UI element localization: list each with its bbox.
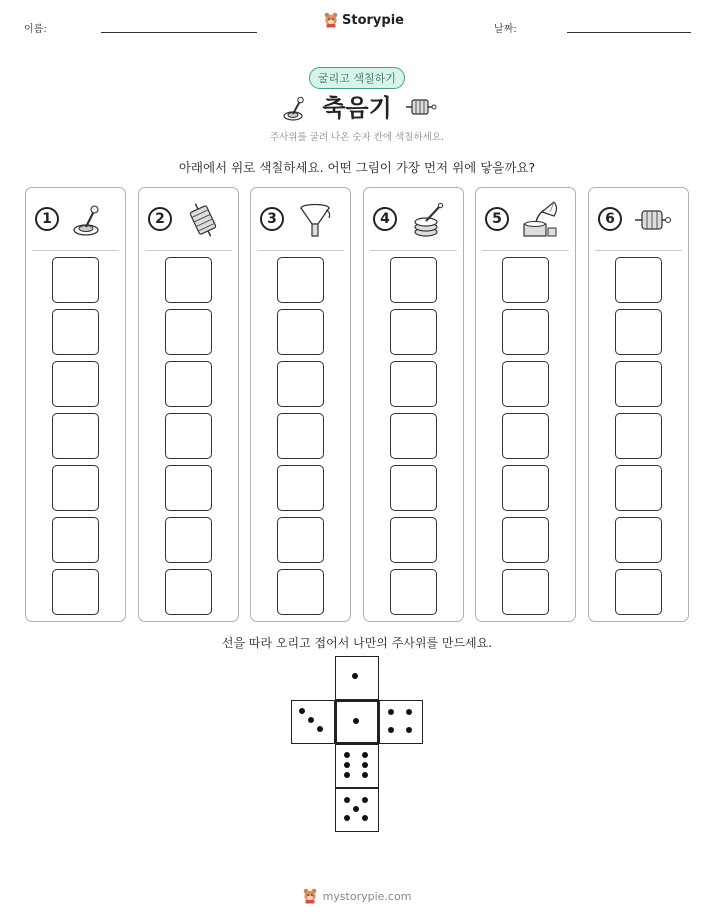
- die-pip: [362, 797, 368, 803]
- color-box[interactable]: [165, 309, 212, 355]
- cut-instruction: 선을 따라 오리고 접어서 나만의 주사위를 만드세요.: [221, 636, 493, 650]
- color-box[interactable]: [52, 569, 99, 615]
- die-pip: [344, 815, 350, 821]
- die-face-center: [335, 700, 379, 744]
- color-box[interactable]: [390, 569, 437, 615]
- die-pip: [406, 727, 412, 733]
- subtitle: 주사위를 굴려 나온 숫자 칸에 색칠하세요.: [269, 132, 445, 143]
- color-box[interactable]: [165, 257, 212, 303]
- number-circle: 5: [485, 207, 509, 231]
- bear-icon: [303, 888, 317, 904]
- gramophone-icon: [520, 200, 560, 240]
- die-pip: [406, 709, 412, 715]
- die-pip: [353, 806, 359, 812]
- color-box[interactable]: [502, 517, 549, 563]
- die-face-top: [335, 656, 379, 700]
- color-box[interactable]: [277, 517, 324, 563]
- column-1: [25, 187, 126, 622]
- bear-icon: [324, 12, 338, 28]
- color-box[interactable]: [390, 517, 437, 563]
- color-box[interactable]: [277, 569, 324, 615]
- color-box[interactable]: [277, 309, 324, 355]
- number-circle: 4: [373, 207, 397, 231]
- activity-badge: 굴리고 색칠하기: [309, 67, 405, 89]
- column-4: [363, 187, 464, 622]
- color-box[interactable]: [165, 413, 212, 459]
- logo-text: Storypie: [342, 12, 404, 28]
- instruction-text: 아래에서 위로 색칠하세요. 어떤 그림이 가장 먼저 위에 닿을까요?: [178, 160, 536, 175]
- footer: [0, 888, 714, 904]
- record-stack-icon: [408, 200, 448, 240]
- number-circle: 6: [598, 207, 622, 231]
- die-pip: [353, 718, 359, 724]
- die-face-right: [379, 700, 423, 744]
- color-box[interactable]: [165, 465, 212, 511]
- color-box[interactable]: [502, 361, 549, 407]
- color-box[interactable]: [615, 361, 662, 407]
- die-pip: [362, 815, 368, 821]
- color-box[interactable]: [52, 413, 99, 459]
- name-label: 이름:: [24, 24, 47, 35]
- spool-icon: [183, 200, 223, 240]
- color-box[interactable]: [277, 413, 324, 459]
- color-box[interactable]: [277, 465, 324, 511]
- color-box[interactable]: [390, 257, 437, 303]
- number-circle: 1: [35, 207, 59, 231]
- color-box[interactable]: [390, 465, 437, 511]
- die-pip: [352, 673, 358, 679]
- die-pip: [344, 762, 350, 768]
- footer-url[interactable]: mystorypie.com: [322, 889, 412, 903]
- color-box[interactable]: [165, 517, 212, 563]
- color-box[interactable]: [615, 569, 662, 615]
- die-pip: [362, 772, 368, 778]
- color-box[interactable]: [615, 309, 662, 355]
- die-pip: [344, 797, 350, 803]
- column-5: [475, 187, 576, 622]
- die-face-lower: [335, 744, 379, 788]
- color-box[interactable]: [277, 361, 324, 407]
- color-box[interactable]: [390, 309, 437, 355]
- color-box[interactable]: [165, 569, 212, 615]
- die-face-bottom: [335, 788, 379, 832]
- die-pip: [317, 726, 323, 732]
- color-box[interactable]: [502, 465, 549, 511]
- color-box[interactable]: [615, 517, 662, 563]
- color-box[interactable]: [390, 413, 437, 459]
- color-box[interactable]: [502, 309, 549, 355]
- die-pip: [362, 752, 368, 758]
- color-box[interactable]: [502, 413, 549, 459]
- column-3: [250, 187, 351, 622]
- color-box[interactable]: [615, 465, 662, 511]
- die-pip: [388, 709, 394, 715]
- color-box[interactable]: [52, 257, 99, 303]
- color-box[interactable]: [52, 361, 99, 407]
- color-box[interactable]: [277, 257, 324, 303]
- die-pip: [362, 762, 368, 768]
- cylinder-icon: [404, 96, 438, 118]
- die-pip: [388, 727, 394, 733]
- color-box[interactable]: [502, 569, 549, 615]
- funnel-icon: [295, 200, 335, 240]
- color-box[interactable]: [52, 517, 99, 563]
- column-6: [588, 187, 689, 622]
- number-circle: 3: [260, 207, 284, 231]
- color-box[interactable]: [615, 257, 662, 303]
- page-title: 축음기: [322, 94, 392, 122]
- color-box[interactable]: [52, 465, 99, 511]
- die-pip: [344, 752, 350, 758]
- storypie-logo: [324, 12, 404, 28]
- die-face-left: [291, 700, 335, 744]
- color-box[interactable]: [615, 413, 662, 459]
- die-pip: [299, 708, 305, 714]
- color-box[interactable]: [165, 361, 212, 407]
- color-box[interactable]: [52, 309, 99, 355]
- column-2: [138, 187, 239, 622]
- date-line[interactable]: [567, 32, 691, 33]
- date-label: 날짜:: [494, 24, 517, 35]
- cylinder-icon: [633, 200, 673, 240]
- color-box[interactable]: [390, 361, 437, 407]
- color-box[interactable]: [502, 257, 549, 303]
- die-pip: [308, 717, 314, 723]
- number-circle: 2: [148, 207, 172, 231]
- name-line[interactable]: [101, 32, 257, 33]
- lever-icon: [70, 200, 110, 240]
- die-pip: [344, 772, 350, 778]
